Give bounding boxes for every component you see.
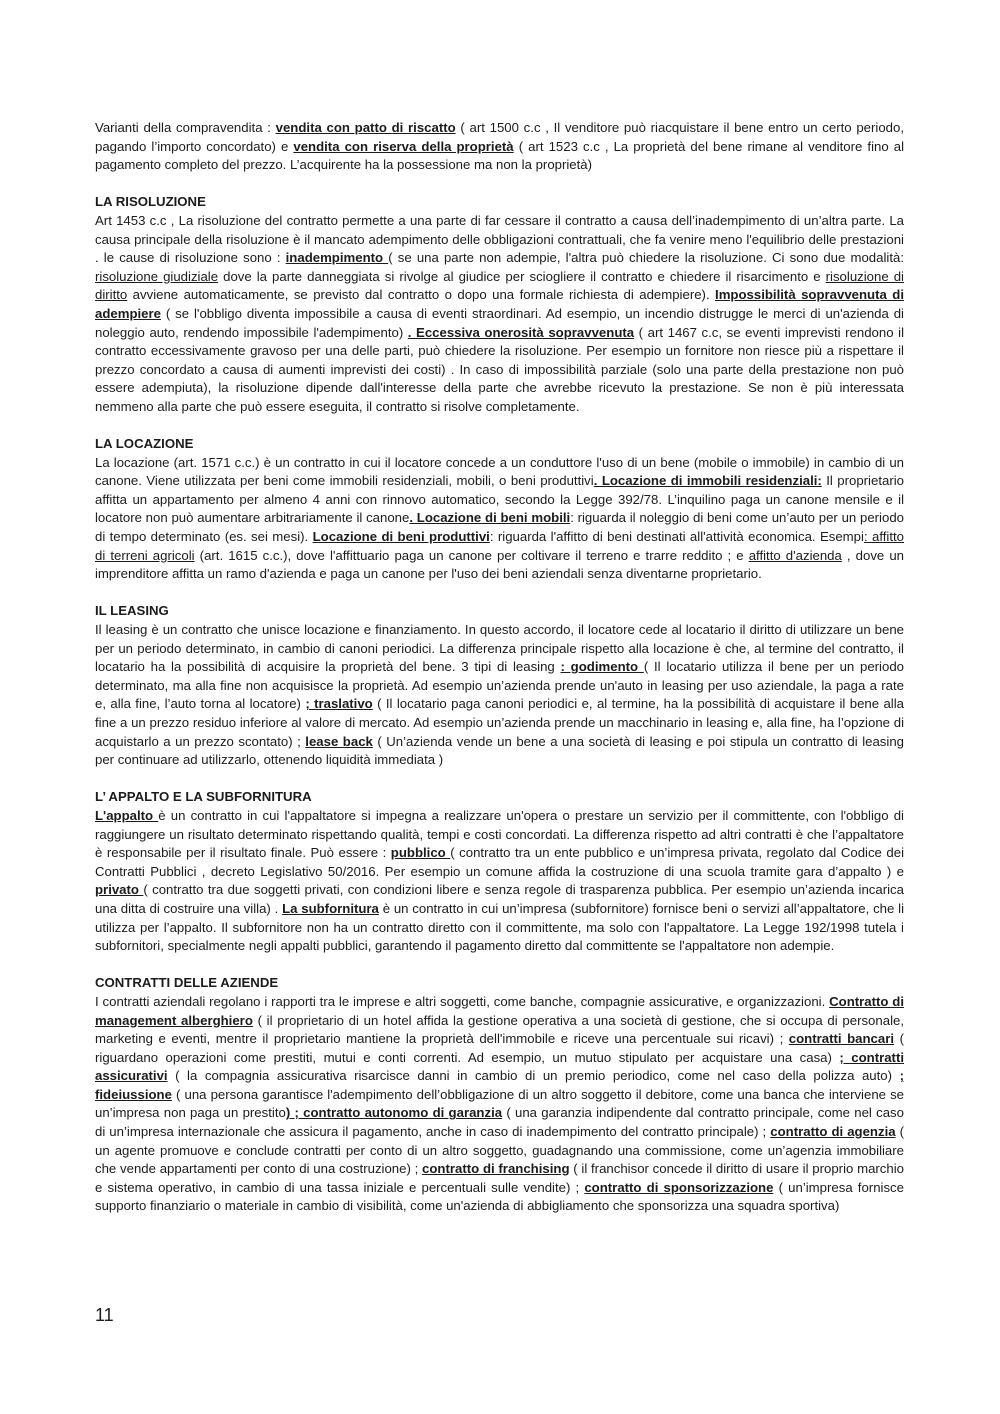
heading-leasing: IL LEASING [95,603,169,619]
term-contratto-agenzia: contratto di agenzia [770,1124,896,1140]
heading-contratti-aziende: CONTRATTI DELLE AZIENDE [95,975,279,991]
term-locazione-beni-produttivi: Locazione di beni produttivi [312,529,490,545]
paragraph-contratti-aziende: I contratti aziendali regolano i rapporti tra le imprese e altri soggetti, come banche, compagnie assicurative, e organizzazioni. Contratto di management alberghiero ( il proprietario di un hotel affida la gestione operativa a una società di gestione, che si occupa di personale, marketing e eventi, mentre il proprietario mantiene la proprietà dell'immobile e riceve una percentuale sui ricavi) ; contratti bancari ( riguardano operazioni come prestiti, mutui e conti correnti. Ad esempio, un mutuo stipulato per acquistare una casa) ; contratti assicurativi ( la compagnia assicurativa risarcisce danni in cambio di un premio periodico, come nel caso della polizza auto) ; fideiussione ( una persona garantisce l'adempimento dell’obbligazione di un altro soggetto il debitore, come una banca che interviene se un’impresa non paga un prestito) ; contratto autonomo di garanzia ( una garanzia indipendente dal contratto principale, come nel caso di un’impresa internazionale che assicura il pagamento, anche in caso di inadempimento del contratto principale) ; contratto di agenzia ( un agente promuove e conclude contratti per conto di un altro soggetto, guadagnando una commissione, come un’agenzia immobiliare che vende appartamenti per conto di una costruzione) ; contratto di franchising ( il franchisor concede il diritto di usare il proprio marchio e sistema operativo, in cambio di una tassa iniziale e percentuali sulle vendite) ; contratto di sponsorizzazione ( un’impresa fornisce supporto finanziario o materiale in cambio di visibilità, come un'azienda di abbigliamento che sponsorizza una squadra sportiva) [95,993,905,1214]
term-subfornitura: La subfornitura [282,900,379,916]
term-locazione-beni-mobili: . Locazione di beni mobili [409,510,571,526]
term-contratto-sponsorizzazione: contratto di sponsorizzazione [584,1179,774,1195]
term-risoluzione-di-diritto: risoluzione di diritto [95,268,904,303]
term-fideiussione: ; fideiussione [95,1068,904,1102]
term-contratto-franchising: contratto di franchising [422,1161,570,1177]
paragraph-risoluzione: Art 1453 c.c , La risoluzione del contratto permette a una parte di far cessare il contratto a causa dell’inadempimento di un’altra parte. La causa principale della risoluzione è il mancato adempimento delle obbligazioni contrattuali, che fa venire meno l'equilibrio delle prestazioni . le cause di risoluzione sono : inadempimento ( se una parte non adempie, l'altra può chiedere la risoluzione. Ci sono due modalità: risoluzione giudiziale dove la parte danneggiata si rivolge al giudice per sciogliere il contratto e chiedere il risarcimento e risoluzione di diritto avviene automaticamente, se previsto dal contratto o dopo una formale richiesta di adempiere). Impossibilità sopravvenuta di adempiere ( se l'obbligo diventa impossibile a causa di eventi straordinari. Ad esempio, un incendio distrugge le merci di un'azienda di noleggio auto, rendendo impossibile l'adempimento) . Eccessiva onerosità sopravvenuta ( art 1467 c.c, se eventi imprevisti rendono il contratto eccessivamente gravoso per una delle parti, può chiedere la risoluzione. Per esempio un fornitore non riesce più a rispettare il prezzo concordato a causa di aumenti imprevisti dei costi) . In caso di impossibilità parziale (solo una parte della prestazione non può essere adempiuta), la risoluzione dipende dall'interesse della parte che avrebbe ricevuto la prestazione. Se non è più interessata nemmeno alla parte che può essere eseguita, il contratto si risolve completamente. [95,212,904,414]
page-number: 11 [95,1305,114,1325]
term-contratto-autonomo-garanzia: ) ; contratto autonomo di garanzia [285,1105,503,1121]
term-contratti-bancari: contratti bancari [788,1031,895,1047]
term-inadempimento: inadempimento [285,250,389,266]
paragraph-locazione: La locazione (art. 1571 c.c.) è un contratto in cui il locatore concede a un conduttore l'uso di un bene (mobile o immobile) in cambio di un canone. Viene utilizzata per beni come immobili residenziali, mobili, o beni produttivi. Locazione di immobili residenziali: Il proprietario affitta un appartamento per almeno 4 anni con rinnovo automatico, secondo la Legge 392/78. L’inquilino paga un canone mensile e il locatore non può aumentare arbitrariamente il canone. Locazione di beni mobili: riguarda il noleggio di beni come un’auto per un periodo di tempo determinato (es. sei mesi). Locazione di beni produttivi: riguarda l'affitto di beni destinati all'attività economica. Esempi: affitto di terreni agricoli (art. 1615 c.c.), dove l'affittuario paga un canone per coltivare il terreno e trarre reddito ; e affitto d'azienda , dove un imprenditore affitta un ramo d'azienda e paga un canone per l'uso dei beni aziendali senza diventarne proprietario. [95,454,905,582]
term-pubblico: pubblico [390,845,451,861]
term-locazione-immobili: . Locazione di immobili residenziali: [593,473,822,489]
term-affitto-azienda: affitto d'azienda [748,547,842,563]
heading-appalto: L’ APPALTO E LA SUBFORNITURA [95,789,312,805]
term-contratti-assicurativi: ; contratti assicurativi [95,1049,904,1084]
heading-risoluzione: LA RISOLUZIONE [95,194,206,210]
term-traslativo: ; traslativo [305,696,373,712]
term-risoluzione-giudiziale: risoluzione giudiziale [95,268,219,284]
term-vendita-riserva-proprieta: vendita con riserva della proprietà [293,138,514,154]
term-affitto-terreni-agricoli: : affitto di terreni agricoli [95,529,904,563]
term-appalto: L'appalto [95,807,159,823]
term-vendita-patto-riscatto: vendita con patto di riscatto [275,120,456,135]
paragraph-appalto: L'appalto è un contratto in cui l'appaltatore si impegna a realizzare un'opera o prestare un servizio per il committente, con l'obbligo di raggiungere un risultato determinato rispettando qualità, tempi e costi concordati. La differenza rispetto ad altri contratti è che l’appaltatore è responsabile per il risultato finale. Può essere : pubblico ( contratto tra un ente pubblico e un’impresa privata, regolato dal Codice dei Contratti Pubblici , decreto Legislativo 50/2016. Per esempio un comune affida la costruzione di una scuola tramite gara d’appalto ) e privato ( contratto tra due soggetti privati, con condizioni libere e senza regole di trasparenza pubblica. Per esempio un’azienda incarica una ditta di costruire una villa) . La subfornitura è un contratto in cui un’impresa (subfornitore) fornisce beni o servizi all’appaltatore, che li utilizza per l’appalto. Il subfornitore non ha un contratto diretto con il committente, ma solo con l'appaltatore. La Legge 192/1998 tutela i subfornitori, specialmente negli appalti pubblici, garantendo il pagamento diretto dal committente se l'appaltatore non adempie. [95,807,905,954]
paragraph-leasing: Il leasing è un contratto che unisce locazione e finanziamento. In questo accordo, il locatore cede al locatario il diritto di utilizzare un bene per un periodo determinato, in cambio di canoni periodici. La differenza principale rispetto alla locazione è che, al termine del contratto, il locatario ha la possibilità di acquisire la proprietà del bene. 3 tipi di leasing : godimento ( Il locatario utilizza il bene per un periodo determinato, ma alla fine non acquisisce la proprietà. Ad esempio un’azienda prende un'auto in leasing per uso aziendale, la paga a rate e, alla fine, l’auto torna al locatore) ; traslativo ( Il locatario paga canoni periodici e, al termine, ha la possibilità di acquistare il bene alla fine a un prezzo residuo inferiore al valore di mercato. Ad esempio un’azienda prende un macchinario in leasing e, alla fine, ha l’opzione di acquistarlo a un prezzo scontato) ; lease back ( Un’azienda vende un bene a una società di leasing e poi stipula un contratto di leasing per continuare ad utilizzarlo, ottenendo liquidità immediata ) [95,622,904,768]
term-impossibilita-sopravvenuta: Impossibilità sopravvenuta di adempiere [95,287,904,321]
term-privato: privato [95,882,144,898]
heading-locazione: LA LOCAZIONE [95,436,194,452]
term-godimento: : godimento [560,659,644,675]
term-lease-back: lease back [305,733,373,749]
term-management-alberghiero: Contratto di management alberghiero [95,993,905,1028]
paragraph-varianti: Varianti della compravendita : vendita con patto di riscatto ( art 1500 c.c , Il venditore può riacquistare il bene entro un certo periodo, pagando l’importo concordato) e vendita con riserva della proprietà ( art 1523 c.c , La proprietà del bene rimane al venditore fino al pagamento completo del prezzo. L’acquirente ha la possessione ma non la proprietà) [95,120,904,173]
term-eccessiva-onerosita: . Eccessiva onerosità sopravvenuta [407,324,635,340]
